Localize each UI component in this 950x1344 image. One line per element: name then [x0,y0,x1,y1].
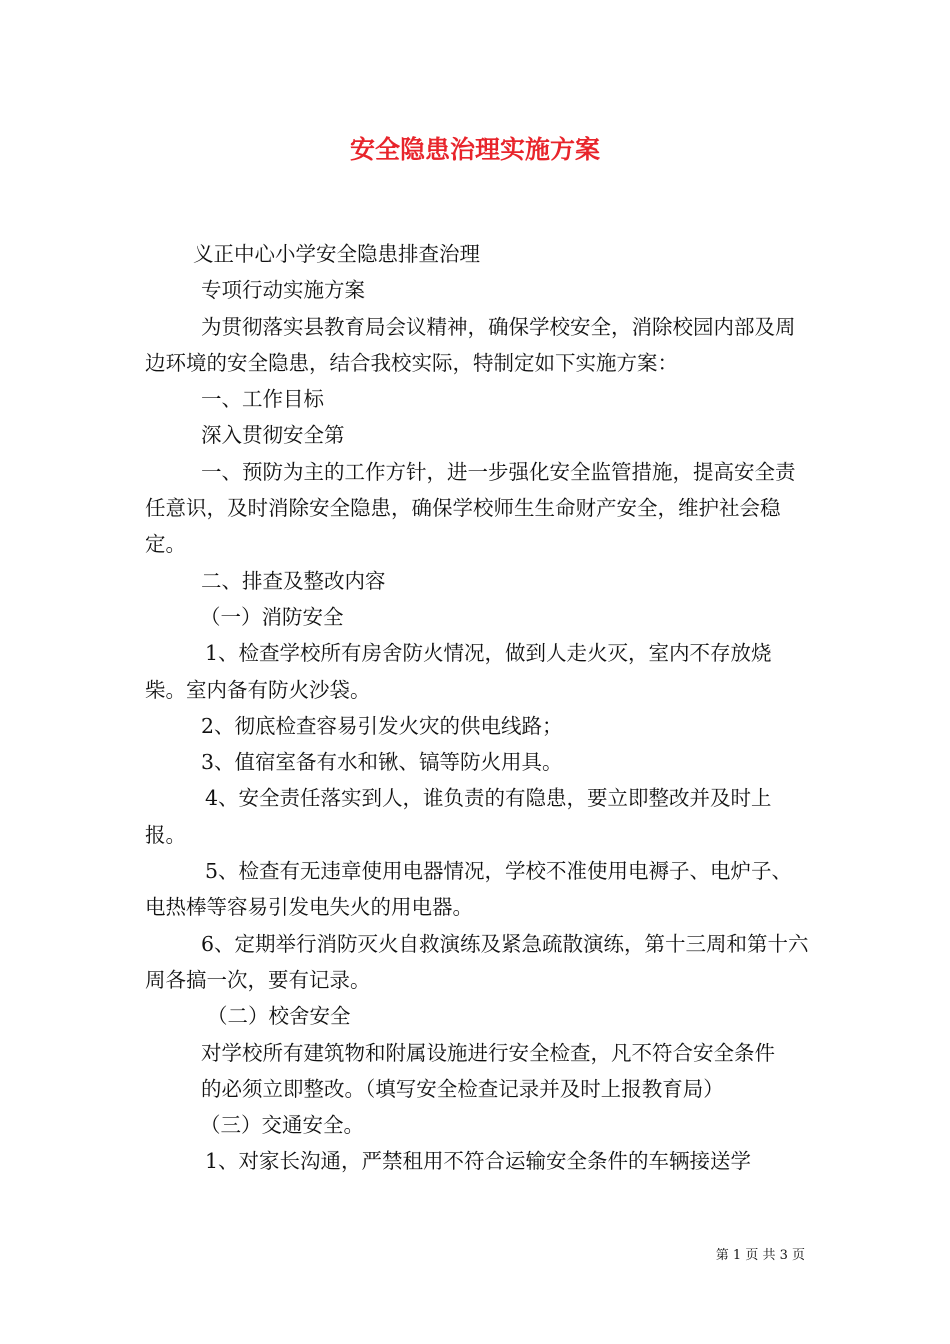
paragraph-intro: 为贯彻落实县教育局会议精神，确保学校安全，消除校园内部及周边环境的安全隐患，结合我校实际，特制定如下实施方案： [145,314,796,375]
section-heading-content: 二、排查及整改内容 [201,568,386,593]
list-item-fire-2: 2、彻底检查容易引发火灾的供电线路； [201,713,563,738]
paragraph-buildings-2: 的必须立即整改。（填写安全检查记录并及时上报教育局） [201,1076,724,1101]
list-item-fire-3: 3、值宿室备有水和锹、镐等防火用具。 [201,750,563,775]
section-heading-goals: 一、工作目标 [201,387,324,412]
subsection-heading-fire: （一）消防安全 [200,604,344,629]
document-title: 安全隐患治理实施方案 [349,135,600,164]
list-item-fire-1: 1、检查学校所有房舍防火情况，做到人走火灭，室内不存放烧柴。室内备有防火沙袋。 [145,641,772,702]
subsection-heading-buildings: （二）校舍安全 [207,1004,351,1029]
paragraph-subtitle: 专项行动实施方案 [201,278,365,303]
paragraph-goals-body: 一、预防为主的工作方针，进一步强化安全监管措施，提高安全责任意识，及时消除安全隐患，确保学校师生生命财产安全，维护社会稳定。 [145,459,796,557]
paragraph-goals-start: 深入贯彻安全第 [201,423,345,448]
list-item-fire-5: 5、检查有无违章使用电器情况，学校不准使用电褥子、电炉子、电热棒等容易引发电失火的用电器。 [145,859,793,920]
page-number-footer: 第 1 页 共 3 页 [715,1248,805,1263]
paragraph-buildings-1: 对学校所有建筑物和附属设施进行安全检查，凡不符合安全条件 [201,1040,775,1065]
list-item-traffic-1: 1、对家长沟通，严禁租用不符合运输安全条件的车辆接送学 [205,1149,752,1174]
list-item-fire-6: 6、定期举行消防灭火自救演练及紧急疏散演练，第十三周和第十六周各搞一次，要有记录。 [145,931,809,992]
subsection-heading-traffic: （三）交通安全。 [200,1113,364,1138]
list-item-fire-4: 4、安全责任落实到人，谁负责的有隐患，要立即整改并及时上报。 [145,786,772,847]
document-body [145,236,810,1180]
paragraph-school-name: 义正中心小学安全隐患排查治理 [193,242,480,266]
